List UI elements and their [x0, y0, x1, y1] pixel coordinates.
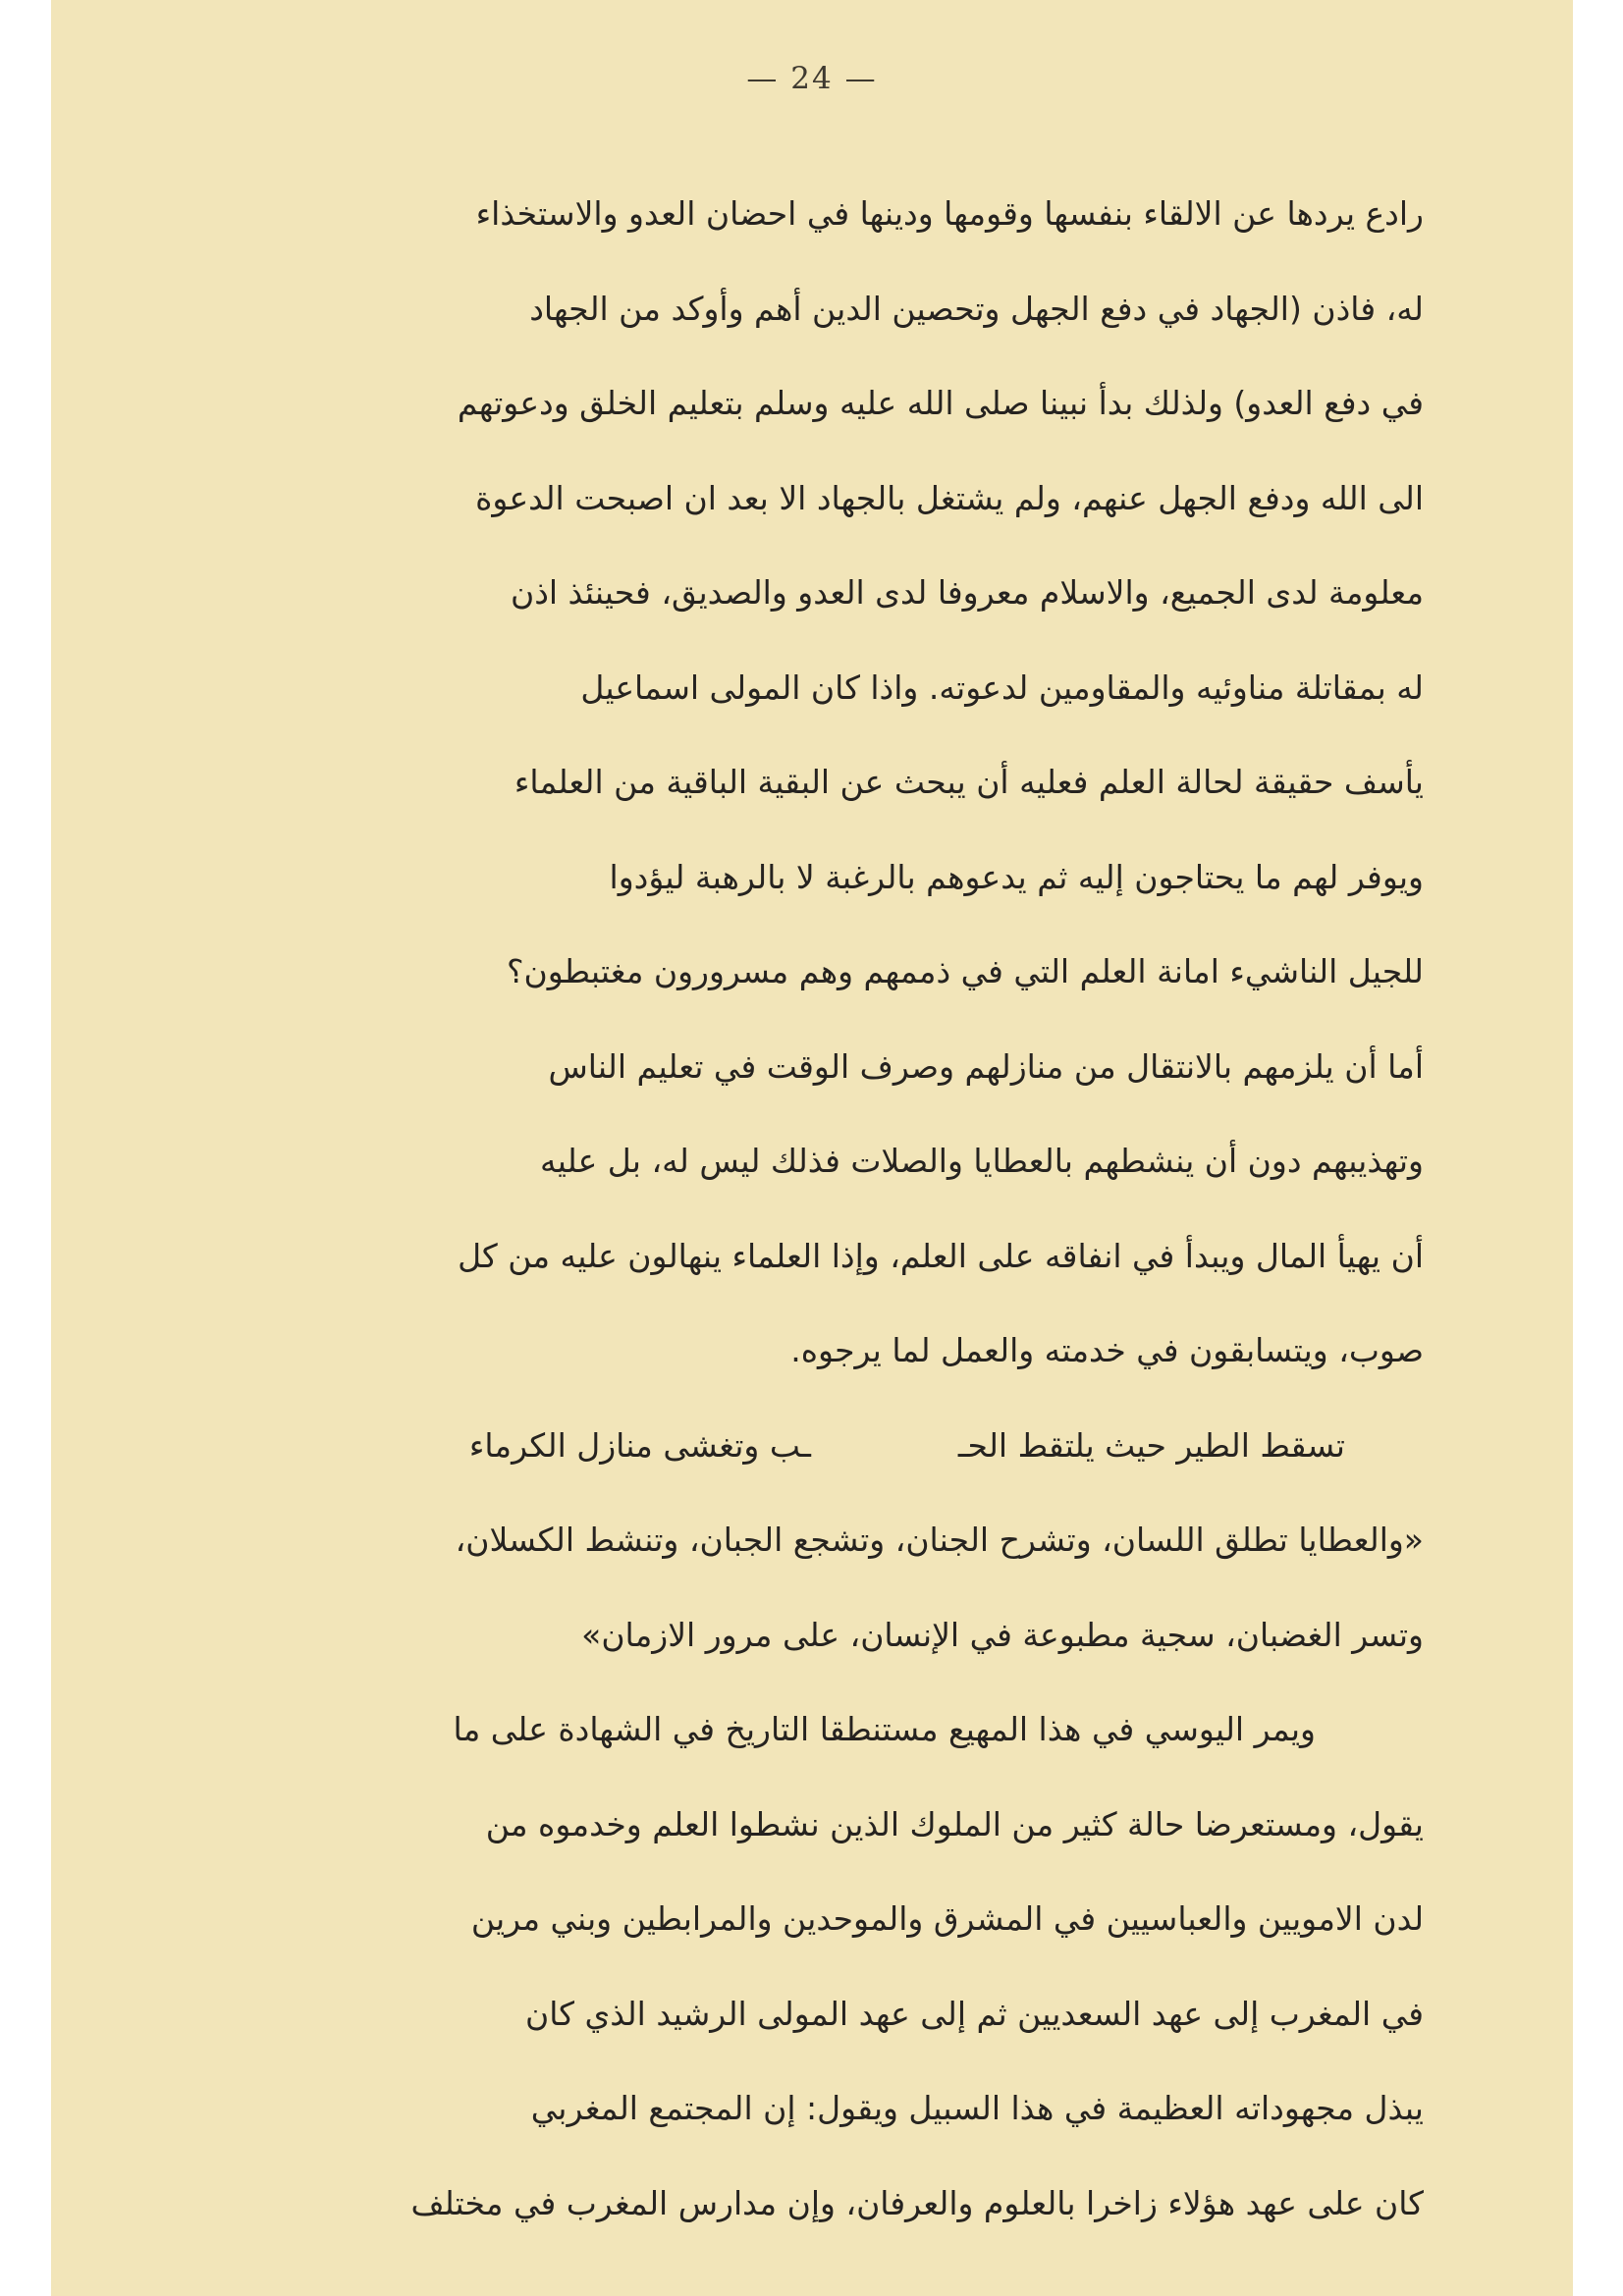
- text-line: يقول، ومستعرضا حالة كثير من الملوك الذين نشطوا العلم وخدموه من: [485, 1804, 1424, 1843]
- paragraph-first-line: ويمر اليوسي في هذا المهيع مستنطقا التاريخ في الشهادة على ما: [453, 1710, 1316, 1748]
- text-line: في المغرب إلى عهد السعديين ثم إلى عهد المولى الرشيد الذي كان: [524, 1994, 1424, 2033]
- text-line: وتهذيبهم دون أن ينشطهم بالعطايا والصلات فذلك ليس له، بل عليه: [540, 1142, 1424, 1180]
- verse-second-hemistich: ـب وتغشى منازل الكرماء: [468, 1425, 811, 1465]
- verse-line: [196, 1399, 1424, 1494]
- text-line: رادع يردها عن الالقاء بنفسها وقومها ودينها في احضان العدو والاستخذاء: [475, 194, 1424, 233]
- text-line: لدن الامويين والعباسيين في المشرق والموحدين والمرابطين وبني مرين: [470, 1899, 1424, 1938]
- text-line: في دفع العدو) ولذلك بدأ نبينا صلى الله عليه وسلم بتعليم الخلق ودعوتهم: [457, 384, 1424, 422]
- text-line: يبذل مجهوداته العظيمة في هذا السبيل ويقول: إن المجتمع المغربي: [530, 2089, 1424, 2127]
- text-line: له بمقاتلة مناوئيه والمقاومين لدعوته. واذا كان المولى اسماعيل: [580, 667, 1424, 707]
- text-line: وتسر الغضبان، سجية مطبوعة في الإنسان، على مرور الازمان»: [581, 1615, 1424, 1654]
- text-line: يأسف حقيقة لحالة العلم فعليه أن يبحث عن البقية الباقية من العلماء: [514, 763, 1424, 801]
- text-line: ويوفر لهم ما يحتاجون إليه ثم يدعوهم بالرغبة لا بالرهبة ليؤدوا: [609, 857, 1424, 896]
- text-line: أن يهيأ المال ويبدأ في انفاقه على العلم، وإذا العلماء ينهالون عليه من كل: [458, 1236, 1424, 1275]
- text-line: صوب، ويتسابقون في خدمته والعمل لما يرجوه.: [790, 1331, 1424, 1369]
- text-line: له، فاذن (الجهاد في دفع الجهل وتحصين الدين أهم وأوكد من الجهاد: [529, 289, 1424, 328]
- text-line: الى الله ودفع الجهل عنهم، ولم يشتغل بالجهاد الا بعد ان اصبحت الدعوة: [475, 478, 1424, 517]
- text-line: أما أن يلزمهم بالانتقال من منازلهم وصرف الوقت في تعليم الناس: [548, 1046, 1424, 1086]
- page-text: [196, 167, 1424, 2251]
- text-line: «والعطايا تطلق اللسان، وتشرح الجنان، وتشجع الجبان، وتنشط الكسلان،: [455, 1521, 1424, 1559]
- text-line: كان على عهد هؤلاء زاخرا بالعلوم والعرفان، وإن مدارس المغرب في مختلف: [410, 2183, 1424, 2222]
- text-line: للجيل الناشيء امانة العلم التي في ذممهم وهم مسرورون مغتبطون؟: [507, 952, 1424, 990]
- verse-first-hemistich: تسقط الطير حيث يلتقط الحـ: [957, 1425, 1345, 1465]
- book-page: [51, 0, 1573, 2296]
- page-number: — 24 —: [746, 61, 878, 96]
- text-line: معلومة لدى الجميع، والاسلام معروفا لدى العدو والصديق، فحينئذ اذن: [510, 573, 1424, 612]
